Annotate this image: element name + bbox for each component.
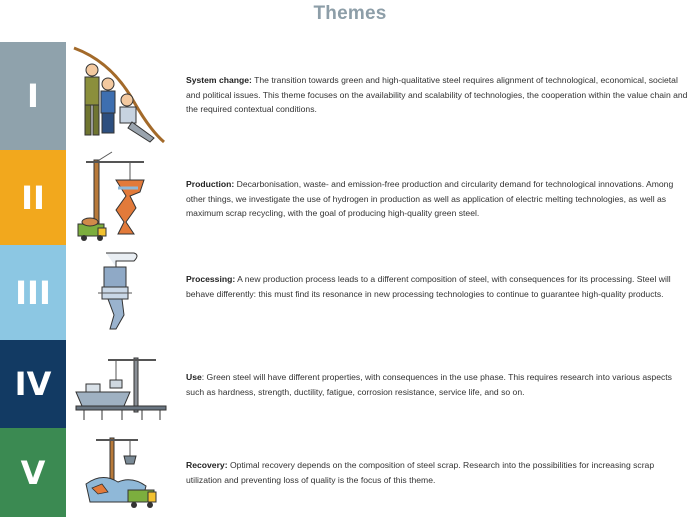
- theme-body: : Green steel will have different properties, with consequences in the use phase. This requires research into various aspects such as hardness, strength, ductility, fatigue, corrosion resistance, service life, and so on.: [186, 372, 672, 397]
- theme-numeral: IV: [0, 340, 66, 428]
- theme-body: Decarbonisation, waste- and emission-free production and circularity demand for technological innovations. Among other things, we investigate the use of hydrogen in production as well as application of electric melting technologies, as well as maximum scrap recycling, with the goal of producing high-quality green steel.: [186, 179, 674, 219]
- theme-row-production: [0, 150, 700, 245]
- ship-crane-harbor-icon: [72, 340, 172, 428]
- theme-description: [186, 458, 691, 487]
- theme-description: [186, 177, 691, 221]
- theme-heading: System change:: [186, 75, 252, 85]
- theme-numeral: V: [0, 428, 66, 517]
- theme-row-use: [0, 340, 700, 428]
- theme-numeral: III: [0, 245, 66, 340]
- theme-numeral: II: [0, 150, 66, 245]
- theme-row-system-change: [0, 42, 700, 150]
- theme-heading: Recovery:: [186, 460, 228, 470]
- scrap-crane-truck-icon: [72, 428, 172, 517]
- steel-sheet-processing-icon: [72, 245, 172, 340]
- theme-body: Optimal recovery depends on the composition of steel scrap. Research into the possibilities for increasing scrap utilization and preventing loss of quality is the focus of this theme.: [186, 460, 655, 485]
- theme-numeral: I: [0, 42, 66, 150]
- theme-row-processing: [0, 245, 700, 340]
- theme-body: A new production process leads to a different composition of steel, with consequences for its processing. Steel will behave differently: this must find its resonance in new processing technologies to continue to guarantee high-quality products.: [186, 274, 671, 299]
- theme-row-recovery: [0, 428, 700, 517]
- people-pulling-rope-icon: [72, 42, 172, 150]
- theme-heading: Processing:: [186, 274, 236, 284]
- theme-description: [186, 370, 691, 399]
- crane-steel-production-icon: [72, 150, 172, 245]
- theme-body: The transition towards green and high-qualitative steel requires alignment of technological, economical, societal and political issues. This theme focuses on the availability and scalability of technologies, the cooperation within the value chain and the required contextual conditions.: [186, 75, 688, 115]
- theme-description: [186, 272, 691, 301]
- theme-heading: Use: [186, 372, 202, 382]
- theme-heading: Production:: [186, 179, 235, 189]
- page-title: Themes: [313, 3, 387, 24]
- theme-description: [186, 73, 691, 117]
